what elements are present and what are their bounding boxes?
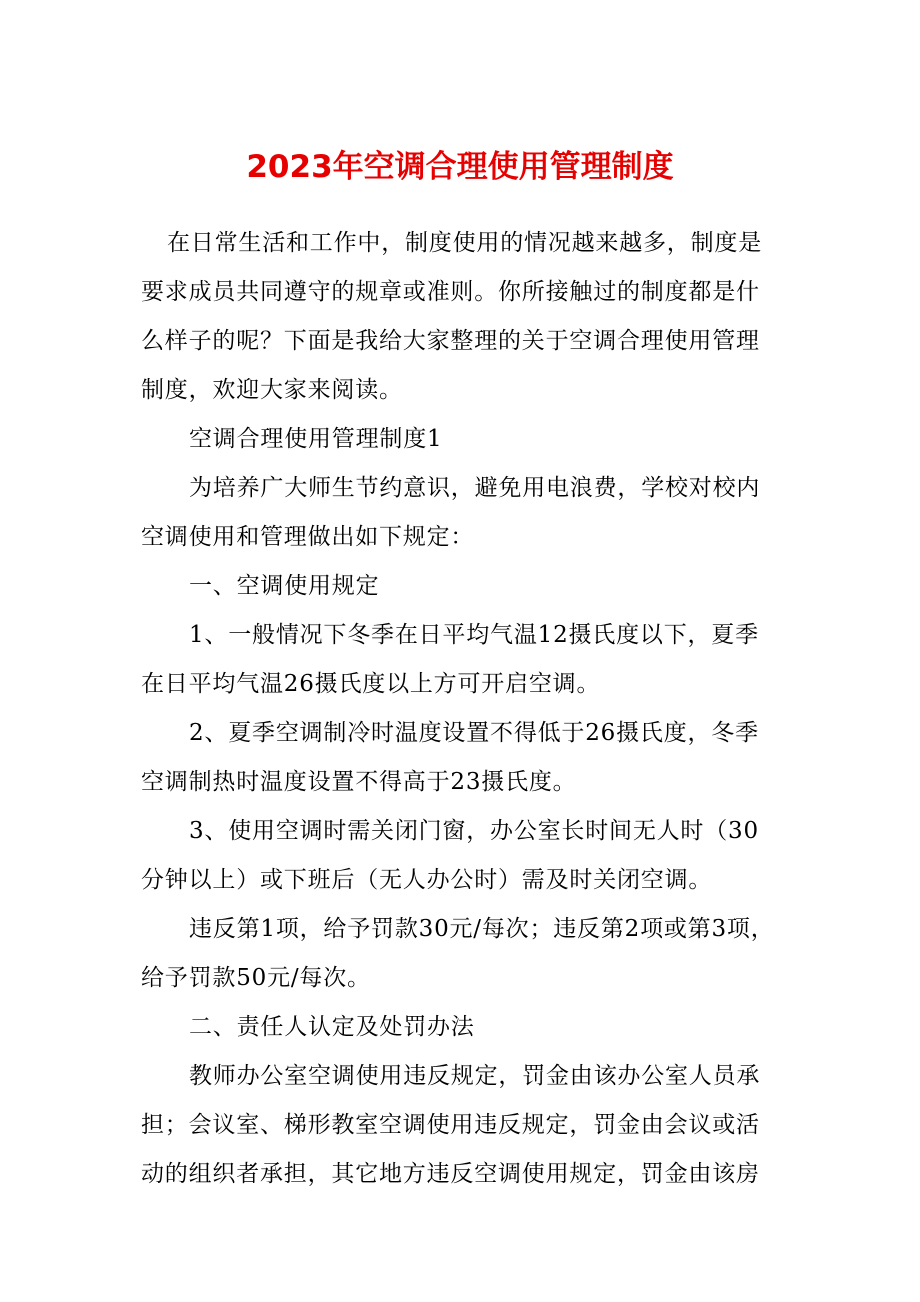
subsection-heading-responsibility: 二、责任人认定及处罚办法 bbox=[189, 1014, 475, 1040]
document-body bbox=[141, 219, 781, 1199]
rule-item-2: 2、夏季空调制冷时温度设置不得低于26摄氏度，冬季空调制热时温度设置不得高于23摄氏度。 bbox=[141, 720, 759, 795]
rule-item-3: 3、使用空调时需关闭门窗，办公室长时间无人时（30分钟以上）或下班后（无人办公时）需及时关闭空调。 bbox=[141, 818, 759, 893]
responsibility-paragraph: 教师办公室空调使用违反规定，罚金由该办公室人员承担；会议室、梯形教室空调使用违反规定，罚金由会议或活动的组织者承担，其它地方违反空调使用规定，罚金由该房 bbox=[141, 1063, 761, 1187]
section-heading: 空调合理使用管理制度1 bbox=[189, 426, 443, 452]
penalty-paragraph: 违反第1项，给予罚款30元/每次；违反第2项或第3项，给予罚款50元/每次。 bbox=[141, 916, 775, 991]
intro-paragraph: 在日常生活和工作中，制度使用的情况越来越多，制度是要求成员共同遵守的规章或准则。你所接触过的制度都是什么样子的呢？下面是我给大家整理的关于空调合理使用管理制度，欢迎大家来阅读。 bbox=[141, 230, 762, 403]
rule-item-1: 1、一般情况下冬季在日平均气温12摄氏度以下，夏季在日平均气温26摄氏度以上方可开启空调。 bbox=[141, 622, 759, 697]
document-title: 2023年空调合理使用管理制度 bbox=[246, 149, 674, 185]
purpose-paragraph: 为培养广大师生节约意识，避免用电浪费，学校对校内空调使用和管理做出如下规定： bbox=[141, 475, 761, 550]
subsection-heading-usage: 一、空调使用规定 bbox=[189, 573, 380, 599]
